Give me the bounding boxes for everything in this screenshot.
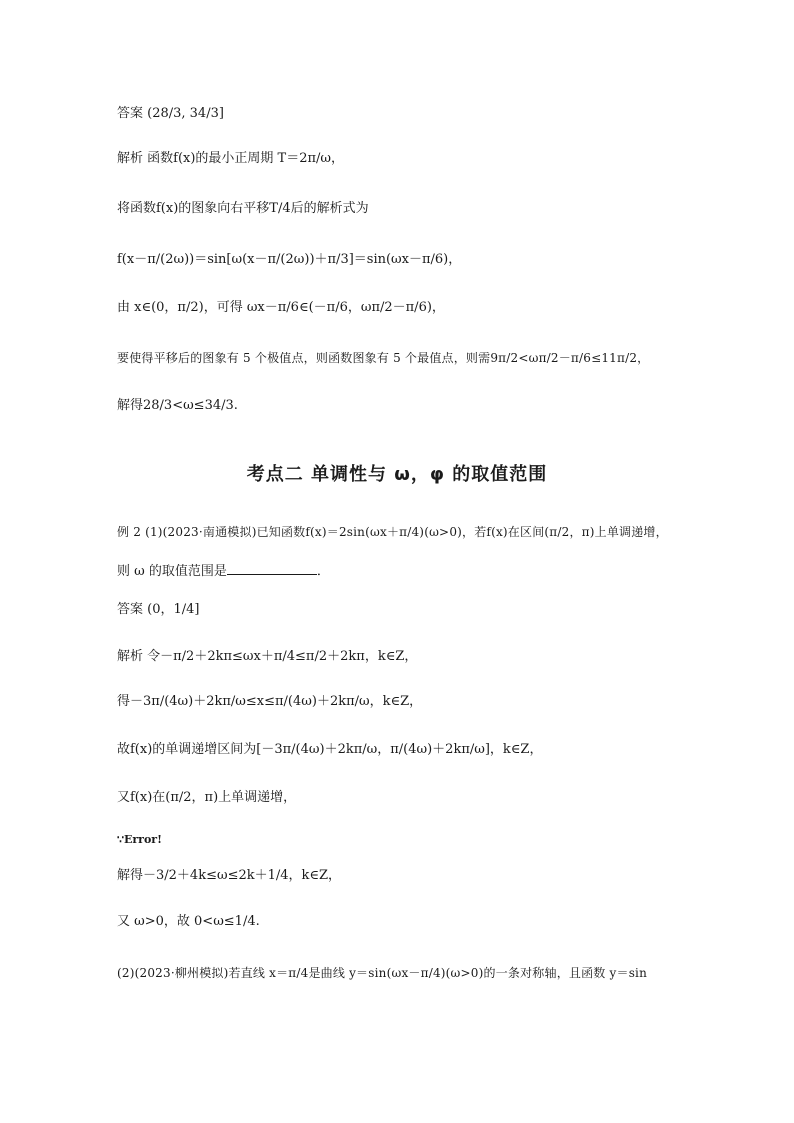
analysis-error: ∵Error! <box>117 833 162 846</box>
analysis-step-6: 又 ω>0，故 0<ω≤1/4. <box>117 914 260 929</box>
analysis-period-line: 解析 函数f(x)的最小正周期 T＝2π/ω， <box>117 151 345 166</box>
analysis-shift-line: 将函数f(x)的图象向右平移T/4后的解析式为 <box>117 201 369 216</box>
answer-blank <box>227 560 317 575</box>
analysis-step-4: 又f(x)在(π/2，π)上单调递增， <box>117 790 297 805</box>
example-2-answer: 答案 (0，1/4] <box>117 602 200 617</box>
section-title: 考点二 单调性与 ω，φ 的取值范围 <box>246 464 548 485</box>
example-2-question-cont <box>117 560 697 582</box>
analysis-extrema-line: 要使得平移后的图象有 5 个极值点，则函数图象有 5 个最值点，则需9π/2<ωπ/2－π/6≤11π/2， <box>117 351 650 365</box>
analysis-result-line: 解得28/3<ω≤34/3. <box>117 398 238 413</box>
analysis-step-2: 得－3π/(4ω)＋2kπ/ω≤x≤π/(4ω)＋2kπ/ω，k∈Z， <box>117 694 423 709</box>
example-2-question: 例 2 (1)(2023·南通模拟)已知函数f(x)＝2sin(ωx＋π/4)(ω>0)，若f(x)在区间(π/2，π)上单调递增， <box>117 525 668 539</box>
analysis-expression-line: f(x－π/(2ω))＝sin[ω(x－π/(2ω))＋π/3]＝sin(ωx－π/6)， <box>117 252 462 267</box>
answer-line-1: 答案 (28/3, 34/3] <box>117 106 224 121</box>
question-suffix: ． <box>316 564 330 579</box>
analysis-step-3: 故f(x)的单调递增区间为[－3π/(4ω)＋2kπ/ω，π/(4ω)＋2kπ/ω]，k∈Z， <box>117 742 543 757</box>
question-prefix: 则 ω 的取值范围是 <box>117 564 227 579</box>
example-2-part-2: (2)(2023·柳州模拟)若直线 x＝π/4是曲线 y＝sin(ωx－π/4)(ω>0)的一条对称轴，且函数 y＝sin <box>117 966 648 980</box>
analysis-step-5: 解得－3/2＋4k≤ω≤2k＋1/4，k∈Z， <box>117 868 342 883</box>
analysis-range-line: 由 x∈(0，π/2)，可得 ωx－π/6∈(－π/6，ωπ/2－π/6)， <box>117 300 445 315</box>
analysis-step-1: 解析 令－π/2＋2kπ≤ωx＋π/4≤π/2＋2kπ，k∈Z， <box>117 649 418 664</box>
